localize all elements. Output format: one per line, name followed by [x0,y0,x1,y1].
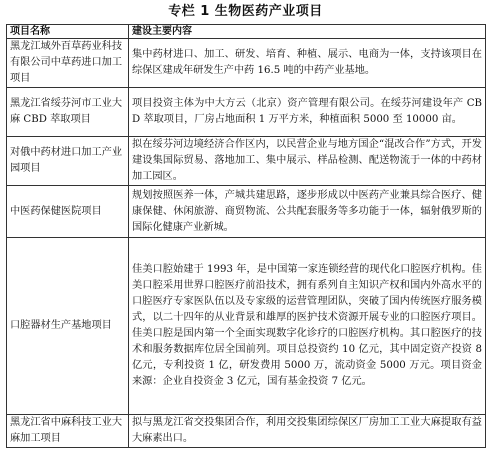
project-content-cell: 项目投资主体为中大方云（北京）资产管理有限公司。在绥芬河建设年产 CBD 萃取项目，厂房占地面积 1 万平方米，种植面积 5000 至 10000 亩。 [129,88,486,137]
table-row [7,88,486,137]
project-name-cell: 黑龙江省中麻科技工业大麻加工项目 [7,415,129,448]
table-row [7,186,486,238]
project-name-cell: 黑龙江域外百草药业科技有限公司中草药进口加工项目 [7,39,129,88]
table-row [7,415,486,448]
project-content-cell: 规划按照医养一体，产城共建思路，逐步形成以中医药产业兼具综合医疗、健康保健、休闲旅游、商贸物流、公共配套服务等多功能于一体，辐射俄罗斯的国际化健康产业新城。 [129,186,486,238]
project-content-cell: 集中药材进口、加工、研发、培育、种植、展示、电商为一体，支持该项目在综保区建成年研发生产中药 16.5 吨的中药产业基地。 [129,39,486,88]
table-row [7,238,486,415]
project-name-cell: 中医药保健医院项目 [7,186,129,238]
project-content-cell: 拟与黑龙江省交投集团合作，利用交投集团综保区厂房加工工业大麻提取有益大麻素出口。 [129,415,486,448]
project-name-cell: 口腔器材生产基地项目 [7,238,129,415]
project-name-cell: 对俄中药材进口加工产业园项目 [7,137,129,186]
project-content-cell: 佳美口腔始建于 1993 年，是中国第一家连锁经营的现代化口腔医疗机构。佳美口腔采用世界口腔医疗前沿技术，拥有系列自主知识产权和国内外高水平的口腔医疗专家医队伍以及专家级的运营管理团队，突破了国内传统医疗服务模式，以二十四年的从业背景和雄厚的医护技术资源开展专业的口腔医疗项目。佳美口腔是国内第一个全面实现数字化诊疗的口腔医疗机构。其口腔医疗的技术和服务数据库位居全国前列。项目总投资约 10 亿元，其中固定资产投资 8 亿元，专利投资 1 亿，研发费用 5000 万，流动资金 5000 万元。项目资金来源：企业自投资金 3 亿元，国有基金投资 7 亿元。 [129,238,486,415]
project-name-cell: 黑龙江省绥芬河市工业大麻 CBD 萃取项目 [7,88,129,137]
project-content-cell: 拟在绥芬河边境经济合作区内，以民营企业与地方国企“混改合作”方式，开发建设集国际贸易、落地加工、集中展示、样品检测、配送物流于一体的中药材加工园区。 [129,137,486,186]
page-title: 专栏 1 生物医药产业项目 [168,4,323,19]
header-main-content: 建设主要内容 [129,25,486,39]
projects-table [6,24,486,448]
table-row [7,137,486,186]
table-row [7,39,486,88]
table-header-row [7,25,486,39]
header-project-name: 项目名称 [7,25,129,39]
